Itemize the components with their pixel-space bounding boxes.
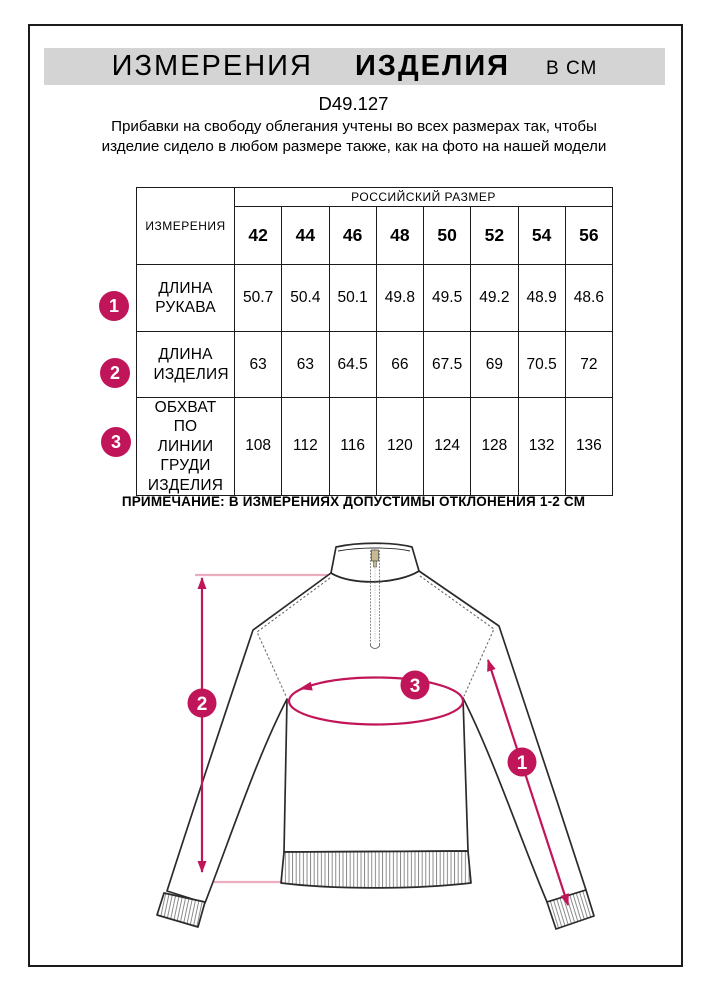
- marker-1-badge: [508, 748, 537, 777]
- table-corner-label: ИЗМЕРЕНИЯ: [137, 188, 235, 265]
- size-cell: 56: [565, 207, 612, 265]
- value-cell: 66: [376, 332, 423, 398]
- row-marker-2-badge: 2: [100, 358, 130, 388]
- row-label: ОБХВАТ ПО ЛИНИИ ГРУДИ ИЗДЕЛИЯ: [147, 399, 224, 494]
- value-cell: 50.1: [329, 265, 376, 332]
- value-cell: 72: [565, 332, 612, 398]
- unit-label: В СМ: [546, 57, 598, 79]
- value-cell: 49.8: [376, 265, 423, 332]
- value-cell: 112: [282, 398, 329, 496]
- value-cell: 50.7: [235, 265, 282, 332]
- article-code: D49.127: [318, 93, 389, 114]
- value-cell: 64.5: [329, 332, 376, 398]
- tolerance-note: ПРИМЕЧАНИЕ: В ИЗМЕРЕНИЯХ ДОПУСТИМЫ ОТКЛОНЕНИЯ 1-2 СМ: [121, 494, 586, 509]
- value-cell: 48.6: [565, 265, 612, 332]
- zipper-slider: [372, 550, 379, 561]
- title-secondary: ИЗДЕЛИЯ: [354, 50, 511, 82]
- size-cell: 46: [329, 207, 376, 265]
- row-marker-3-badge: 3: [101, 427, 131, 457]
- svg-text:2: 2: [196, 694, 208, 715]
- marker-2-badge: [188, 689, 217, 718]
- size-header-cell: РОССИЙСКИЙ РАЗМЕР: [235, 188, 613, 207]
- value-cell: 108: [235, 398, 282, 496]
- value-cell: 63: [282, 332, 329, 398]
- value-cell: 70.5: [518, 332, 565, 398]
- value-cell: 120: [376, 398, 423, 496]
- sweater-outline: [157, 543, 594, 929]
- size-cell: 48: [376, 207, 423, 265]
- svg-text:1: 1: [516, 753, 528, 774]
- size-cell: 42: [235, 207, 282, 265]
- row-marker-1-badge: 1: [99, 291, 129, 321]
- row-label: ДЛИНА ИЗДЕЛИЯ: [153, 346, 229, 383]
- fit-description: Прибавки на свободу облегания учтены во всех размерах так, чтобы изделие сидело в любом размере также, как на фото на нашей модели: [101, 118, 607, 156]
- value-cell: 49.2: [471, 265, 518, 332]
- value-cell: 116: [329, 398, 376, 496]
- marker-3-badge: [401, 671, 430, 700]
- size-cell: 54: [518, 207, 565, 265]
- size-cell: 44: [282, 207, 329, 265]
- value-cell: 124: [424, 398, 471, 496]
- value-cell: 48.9: [518, 265, 565, 332]
- row-label: ДЛИНА РУКАВА: [137, 265, 235, 332]
- title-main: ИЗМЕРЕНИЯ: [111, 50, 313, 82]
- value-cell: 49.5: [424, 265, 471, 332]
- size-cell: 50: [424, 207, 471, 265]
- value-cell: 136: [565, 398, 612, 496]
- value-cell: 69: [471, 332, 518, 398]
- value-cell: 132: [518, 398, 565, 496]
- value-cell: 128: [471, 398, 518, 496]
- value-cell: 63: [235, 332, 282, 398]
- value-cell: 50.4: [282, 265, 329, 332]
- value-cell: 67.5: [424, 332, 471, 398]
- size-cell: 52: [471, 207, 518, 265]
- hem-ribbing: [281, 851, 471, 888]
- svg-text:3: 3: [409, 676, 421, 697]
